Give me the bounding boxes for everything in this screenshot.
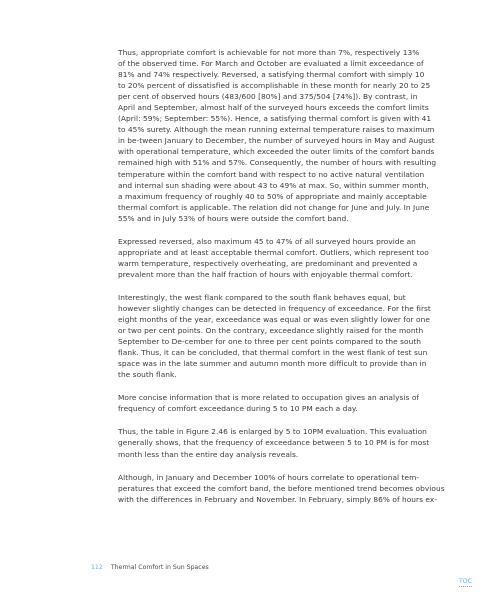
- text-line: a maximum frequency of roughly 40 to 50% of appropriate and mainly acceptable: [118, 191, 427, 201]
- paragraph: [118, 236, 436, 280]
- text-line: appropriate and at least acceptable thermal comfort. Outliers, which represent too: [118, 247, 429, 257]
- text-line: Expressed reversed, also maximum 45 to 47% of all surveyed hours provide an: [118, 236, 416, 246]
- text-line: or two per cent points. On the contrary, exceedance slightly raised for the month: [118, 326, 424, 336]
- text-line: Interestingly, the west flank compared to the south flank behaves equal, but: [118, 292, 406, 302]
- body-text: [118, 47, 445, 517]
- text-line: to 20% percent of dissatisfied is accomplishable in these month for nearly 20 to 25: [118, 81, 431, 91]
- text-line: flank. Thus, it can be concluded, that thermal comfort in the west flank of test sun: [118, 348, 428, 358]
- text-line: 81% and 74% respectively. Reversed, a satisfying thermal comfort with simply 10: [118, 70, 425, 80]
- page-number: 112: [91, 564, 103, 571]
- text-line: More concise information that is more related to occupation gives an analysis of: [118, 393, 420, 403]
- paragraph: [118, 392, 436, 414]
- text-line: eight months of the year, exceedance was equal or was even slightly lower for one: [118, 315, 430, 325]
- text-line: to 45% surety. Although the mean running external temperature raises to maximum: [118, 125, 435, 135]
- paragraph: [118, 426, 436, 459]
- text-line: prevalent more than the half fraction of hours with enjoyable thermal comfort.: [118, 269, 413, 279]
- text-line: 55% and in July 53% of hours were outside the comfort band.: [118, 213, 349, 223]
- text-line: per cent of observed hours (483/600 [80%] and 375/504 [74%]). By contrast, in: [118, 92, 418, 102]
- text-line: however slightly changes can be detected in frequency of exceedance. For the first: [118, 303, 431, 313]
- text-line: Thus, appropriate comfort is achievable for not more than 7%, respectively 13%: [118, 48, 420, 57]
- toc-link[interactable]: TOC: [459, 578, 472, 585]
- text-line: frequency of comfort exceedance during 5 to 10 PM each a day.: [118, 404, 358, 414]
- text-line: thermal comfort is applicable. The relation did not change for June and July. In June: [118, 202, 430, 212]
- text-line: warm temperature, respectively overheating, are predominant and prevented a: [118, 258, 418, 268]
- text-line: September to De-cember for one to three per cent points compared to the south: [118, 337, 422, 347]
- text-line: the south flank.: [118, 370, 177, 380]
- text-line: remained high with 51% and 57%. Consequently, the number of hours with resulting: [118, 158, 437, 168]
- running-title: Thermal Comfort in Sun Spaces: [110, 564, 209, 571]
- paragraph: [118, 472, 445, 505]
- text-line: (April: 59%; September: 55%). Hence, a satisfying thermal comfort is given with 41: [118, 114, 432, 124]
- text-line: and internal sun shading were about 43 to 49% at max. So, within summer month,: [118, 180, 429, 190]
- text-line: peratures that exceed the comfort band, the before mentioned trend becomes obvious: [118, 483, 445, 493]
- paragraph: [118, 47, 436, 224]
- text-line: April and September, almost half of the surveyed hours exceeds the comfort limits: [118, 103, 429, 113]
- paragraph: [118, 292, 436, 380]
- text-line: generally shows, that the frequency of exceedance between 5 to 10 PM is for most: [118, 438, 430, 448]
- text-line: Thus, the table in Figure 2.46 is enlarged by 5 to 10PM evaluation. This evaluation: [118, 427, 427, 437]
- text-line: with the differences in February and November. In February, simply 86% of hours ex-: [118, 494, 438, 504]
- page-footer: [91, 564, 209, 571]
- text-line: with operational temperature, which exceeded the outer limits of the comfort bands: [118, 147, 435, 157]
- text-line: Although, in January and December 100% of hours correlate to operational tem-: [118, 472, 420, 482]
- text-line: temperature within the comfort band with respect to no active natural ventilation: [118, 169, 425, 179]
- text-line: space was in the late summer and autumn month more difficult to provide than in: [118, 359, 427, 369]
- text-line: in be-tween January to December, the number of surveyed hours in May and August: [118, 136, 435, 146]
- text-line: of the observed time. For March and October are evaluated a limit exceedance of: [118, 59, 424, 69]
- text-line: month less than the entire day analysis reveals.: [118, 449, 299, 459]
